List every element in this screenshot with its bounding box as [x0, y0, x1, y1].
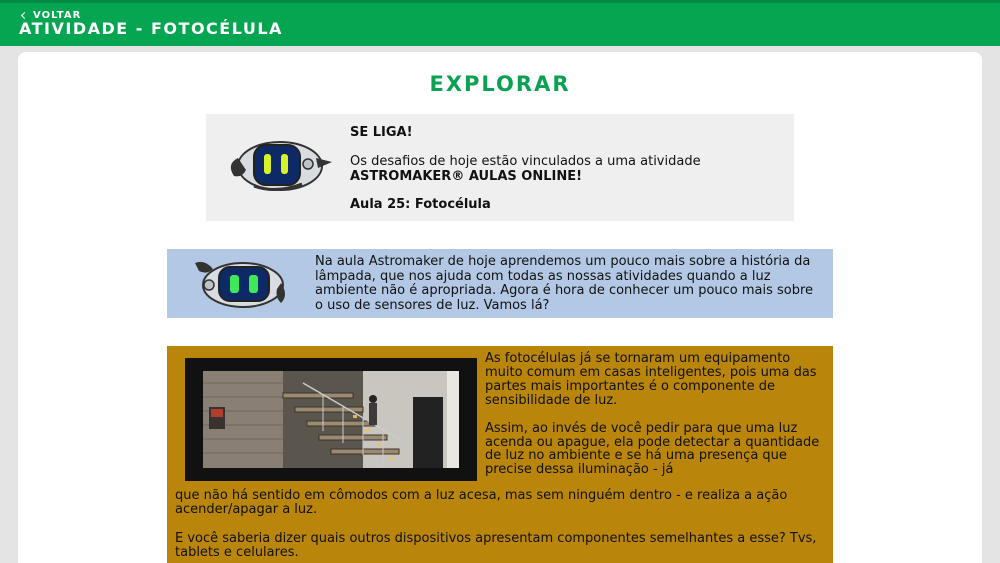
photo-frame — [185, 358, 477, 481]
content-card — [18, 52, 982, 563]
notice-lesson: Aula 25: Fotocélula — [350, 197, 491, 212]
back-label: VOLTAR — [33, 10, 82, 21]
notice-heading: SE LIGA! — [350, 125, 413, 140]
notice-box — [206, 114, 794, 221]
smart-staircase-photo — [203, 371, 459, 468]
photocell-paragraph-1: As fotocélulas já se tornaram um equipamento muito comum em casas inteligentes, pois uma das partes mais importantes é o componente de sensibilidade de luz. — [485, 351, 817, 408]
photocell-paragraph-3: E você saberia dizer quais outros dispositivos apresentam componentes semelhantes a esse? Tvs, tablets e celulares. — [175, 531, 817, 560]
notice-text — [350, 125, 780, 212]
section-title: EXPLORAR — [429, 72, 571, 96]
intro-text: Na aula Astromaker de hoje aprendemos um pouco mais sobre a história da lâmpada, que nos ajuda com todas as nossas atividades quando a luz ambiente não é apropriada. Agora é hora de conhecer um pouco mais sobre o uso de sensores de luz. Vamos lá? — [315, 254, 814, 313]
top-bar — [0, 0, 1000, 46]
photocell-info-box — [167, 346, 833, 563]
intro-box — [167, 249, 833, 318]
photocell-paragraph-2-end: que não há sentido em cômodos com a luz acesa, mas sem ninguém dentro - e realiza a ação acender/apagar a luz. — [175, 488, 788, 517]
photocell-paragraph-2-start: Assim, ao invés de você pedir para que uma luz acenda ou apague, ela pode detectar a quantidade de luz no ambiente e se há uma presença que precise dessa iluminação - já — [485, 420, 820, 478]
chevron-left-icon — [21, 12, 28, 19]
notice-line2: ASTROMAKER® AULAS ONLINE! — [350, 169, 583, 184]
content-text-top — [485, 352, 825, 477]
astromaker-robot-icon — [191, 255, 291, 311]
astromaker-robot-icon — [224, 136, 332, 194]
page-title: ATIVIDADE - FOTOCÉLULA — [19, 19, 283, 38]
notice-line1: Os desafios de hoje estão vinculados a uma atividade — [350, 154, 701, 169]
